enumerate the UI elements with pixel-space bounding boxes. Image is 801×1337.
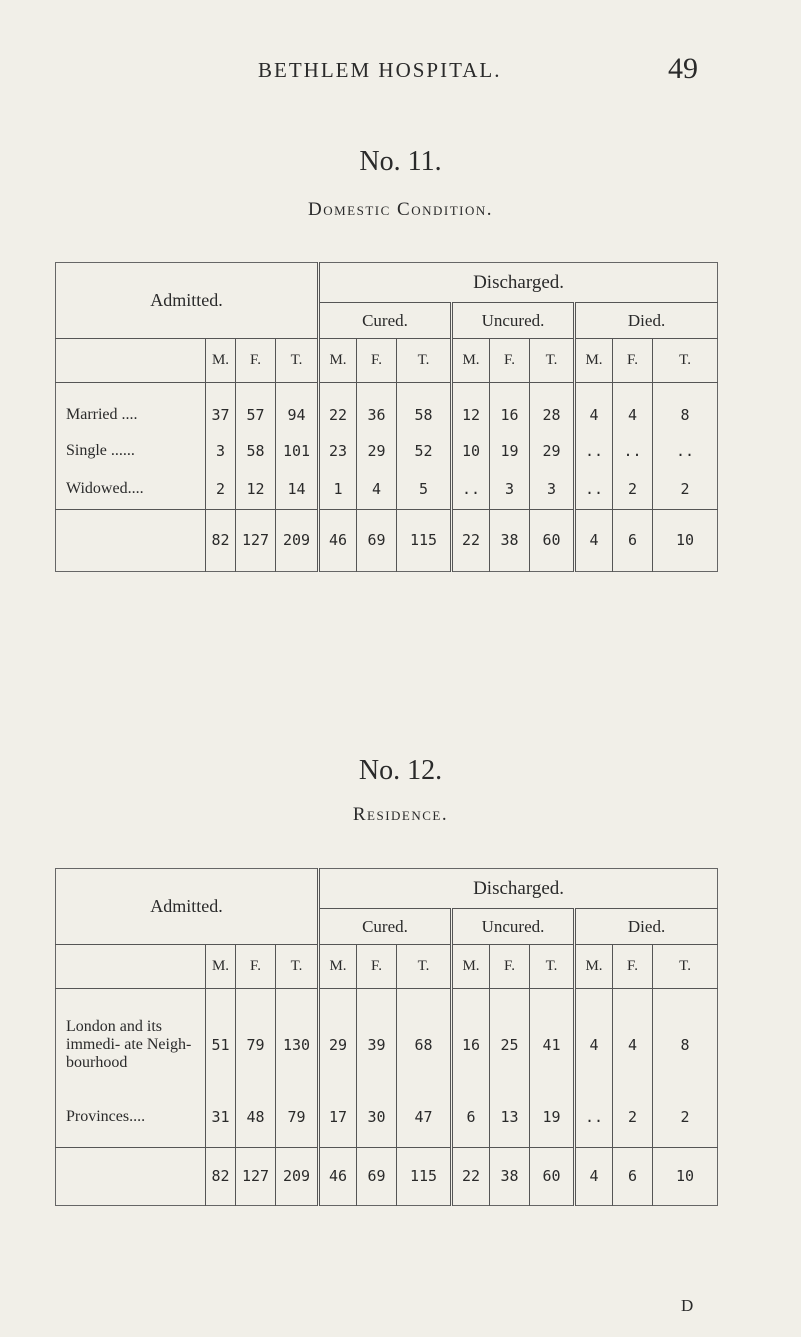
cell: 79 xyxy=(236,1003,276,1087)
cell: 16 xyxy=(452,1003,490,1087)
total-cell: 69 xyxy=(357,1147,397,1205)
cell: 29 xyxy=(530,433,575,469)
table-12-title: Residence. xyxy=(352,804,449,825)
cell: 2 xyxy=(680,1107,690,1126)
cell: 5 xyxy=(397,469,452,509)
table-row xyxy=(56,1003,718,1087)
running-header xyxy=(0,52,801,88)
totals-row xyxy=(56,1147,718,1205)
cell: 2 xyxy=(613,1087,653,1147)
cell: 29 xyxy=(319,1003,357,1087)
cell: 94 xyxy=(276,397,319,433)
cell: 17 xyxy=(319,1087,357,1147)
cell: 3 xyxy=(490,469,530,509)
total-cell: 46 xyxy=(319,1147,357,1205)
col-f: F. xyxy=(613,945,653,989)
total-cell: 38 xyxy=(490,1147,530,1205)
cell: 52 xyxy=(397,433,452,469)
total-cell: 115 xyxy=(397,509,452,571)
col-t: T. xyxy=(397,339,452,383)
cell: 14 xyxy=(276,469,319,509)
col-t: T. xyxy=(530,339,575,383)
uncured-header: Uncured. xyxy=(452,909,575,945)
cell: 51 xyxy=(206,1003,236,1087)
row-label: Single ...... xyxy=(56,433,206,469)
cell: 4 xyxy=(357,469,397,509)
total-cell: 69 xyxy=(357,509,397,571)
total-cell: 115 xyxy=(397,1147,452,1205)
cell: 41 xyxy=(530,1003,575,1087)
col-t: T. xyxy=(397,945,452,989)
cured-header: Cured. xyxy=(319,303,452,339)
uncured-header: Uncured. xyxy=(452,303,575,339)
cell: 23 xyxy=(319,433,357,469)
total-cell: 6 xyxy=(613,509,653,571)
cell: 30 xyxy=(357,1087,397,1147)
cell: 58 xyxy=(397,397,452,433)
cell: .. xyxy=(575,433,613,469)
cell: 12 xyxy=(452,397,490,433)
col-t: T. xyxy=(276,339,319,383)
col-m: M. xyxy=(206,945,236,989)
table-11-domestic-condition xyxy=(55,262,718,572)
cell: .. xyxy=(575,1087,613,1147)
cell: 6 xyxy=(452,1087,490,1147)
totals-row xyxy=(56,509,718,571)
cell: 2 xyxy=(206,469,236,509)
cell: 79 xyxy=(276,1087,319,1147)
total-cell: 46 xyxy=(319,509,357,571)
col-t: T. xyxy=(530,945,575,989)
total-cell: 127 xyxy=(236,1147,276,1205)
total-cell: 6 xyxy=(613,1147,653,1205)
col-f: F. xyxy=(490,945,530,989)
total-cell: 38 xyxy=(490,509,530,571)
col-f: F. xyxy=(236,945,276,989)
cell: 8 xyxy=(680,406,690,424)
col-t: T. xyxy=(653,945,718,989)
total-cell: 209 xyxy=(276,1147,319,1205)
cell: 4 xyxy=(613,1003,653,1087)
total-cell: 4 xyxy=(575,509,613,571)
table-row xyxy=(56,397,718,433)
cell: 19 xyxy=(490,433,530,469)
cell: 4 xyxy=(575,397,613,433)
total-cell: 82 xyxy=(206,509,236,571)
col-f: F. xyxy=(236,339,276,383)
col-t: T. xyxy=(276,945,319,989)
col-m: M. xyxy=(452,339,490,383)
total-cell: 82 xyxy=(206,1147,236,1205)
cell: 48 xyxy=(236,1087,276,1147)
table-11-title: Domestic Condition. xyxy=(308,199,493,220)
table-12-number: No. 12. xyxy=(358,755,443,786)
cell: 36 xyxy=(357,397,397,433)
cell: 37 xyxy=(206,397,236,433)
cell: 29 xyxy=(357,433,397,469)
cell: 47 xyxy=(397,1087,452,1147)
table-11-number: No. 11. xyxy=(359,146,442,177)
table-row xyxy=(56,469,718,509)
cell: 25 xyxy=(490,1003,530,1087)
row-label: Married .... xyxy=(56,397,206,433)
discharged-header: Discharged. xyxy=(319,263,718,303)
cell: 31 xyxy=(206,1087,236,1147)
died-header: Died. xyxy=(627,916,666,936)
cell: 10 xyxy=(452,433,490,469)
col-f: F. xyxy=(357,339,397,383)
cell: 22 xyxy=(319,397,357,433)
cell: 2 xyxy=(680,479,690,498)
cell: 19 xyxy=(530,1087,575,1147)
discharged-header: Discharged. xyxy=(319,869,718,909)
col-f: F. xyxy=(613,339,653,383)
table-12-residence xyxy=(55,868,718,1206)
cell: 57 xyxy=(236,397,276,433)
page-number: 49 xyxy=(668,52,698,85)
cell: 16 xyxy=(490,397,530,433)
col-f: F. xyxy=(490,339,530,383)
cell: .. xyxy=(452,469,490,509)
cell: 8 xyxy=(680,1036,690,1054)
cell: 12 xyxy=(236,469,276,509)
row-label: Widowed.... xyxy=(56,469,206,509)
col-t: T. xyxy=(653,339,718,383)
cell: 28 xyxy=(530,397,575,433)
cell: 3 xyxy=(206,433,236,469)
cell: 130 xyxy=(276,1003,319,1087)
total-cell: 10 xyxy=(653,509,718,571)
admitted-header: Admitted. xyxy=(56,869,319,945)
cell: 101 xyxy=(276,433,319,469)
cured-header: Cured. xyxy=(319,909,452,945)
col-m: M. xyxy=(319,945,357,989)
col-f: F. xyxy=(357,945,397,989)
total-cell: 4 xyxy=(575,1147,613,1205)
cell: .. xyxy=(676,442,695,460)
cell: 58 xyxy=(236,433,276,469)
cell: 4 xyxy=(613,397,653,433)
total-cell: 22 xyxy=(452,509,490,571)
col-m: M. xyxy=(575,945,613,989)
cell: 3 xyxy=(530,469,575,509)
died-header: Died. xyxy=(627,310,666,330)
cell: 2 xyxy=(613,469,653,509)
total-cell: 127 xyxy=(236,509,276,571)
cell: .. xyxy=(575,469,613,509)
total-cell: 22 xyxy=(452,1147,490,1205)
row-label: Provinces.... xyxy=(56,1087,206,1147)
cell: 4 xyxy=(575,1003,613,1087)
signature-mark: D xyxy=(681,1296,694,1315)
cell: 39 xyxy=(357,1003,397,1087)
admitted-header: Admitted. xyxy=(56,263,319,339)
table-row xyxy=(56,1087,718,1147)
col-m: M. xyxy=(575,339,613,383)
cell: 68 xyxy=(397,1003,452,1087)
cell: .. xyxy=(613,433,653,469)
total-cell: 60 xyxy=(530,1147,575,1205)
cell: 13 xyxy=(490,1087,530,1147)
row-label: London and its immedi- ate Neigh- bourhood xyxy=(56,1003,206,1087)
total-cell: 10 xyxy=(653,1147,718,1205)
col-m: M. xyxy=(452,945,490,989)
total-cell: 60 xyxy=(530,509,575,571)
total-cell: 209 xyxy=(276,509,319,571)
running-head: BETHLEM HOSPITAL. xyxy=(258,58,502,82)
col-m: M. xyxy=(206,339,236,383)
table-row xyxy=(56,433,718,469)
col-m: M. xyxy=(319,339,357,383)
cell: 1 xyxy=(319,469,357,509)
